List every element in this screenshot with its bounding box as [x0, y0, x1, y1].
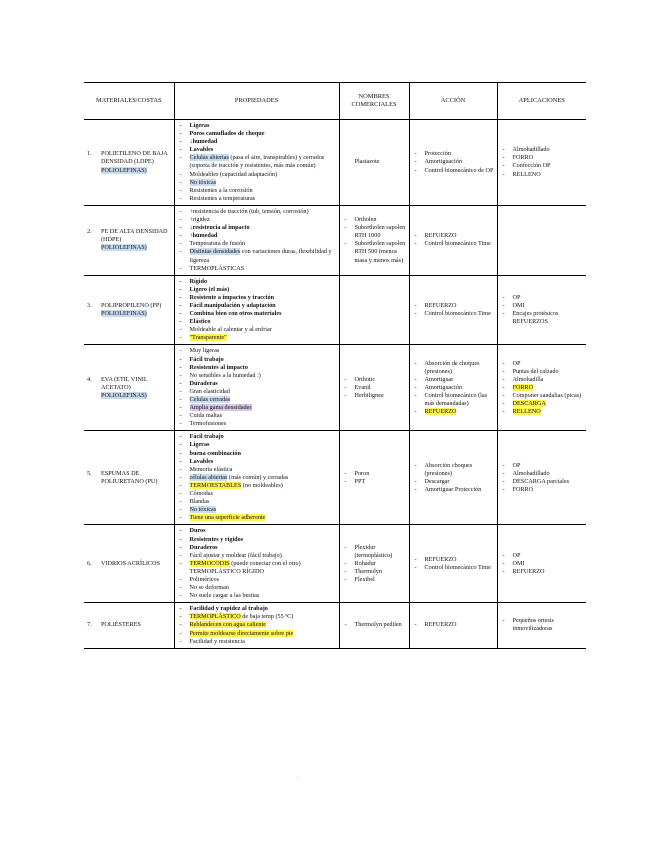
name-item: - Thermolyn pedilen	[343, 621, 406, 629]
table-row	[84, 120, 586, 206]
material-number: 1.	[87, 150, 92, 158]
property-item: - Fácil ajustar y moldear (fácil trabajo)	[178, 552, 336, 560]
application-item: - Encajes protésicos REFUERZOS	[501, 310, 584, 326]
property-item: - ↑rigidez	[178, 216, 336, 224]
action-item: - Control biomecánico Time	[413, 564, 494, 572]
action-item: - Amortiguar Protección	[413, 486, 494, 494]
applications-list	[501, 360, 584, 417]
property-item	[178, 179, 336, 187]
highlighted-text: Tiene una superficie adherente	[189, 514, 266, 522]
property-item: - Muy ligeras	[178, 347, 336, 355]
material-family: POLIOLEFINAS)	[101, 166, 147, 174]
property-item: - Termofusiones	[178, 420, 336, 428]
application-item	[501, 384, 584, 392]
property-item: - Duraderas	[178, 380, 336, 388]
application-item: - OMI	[501, 302, 584, 310]
highlighted-text: DESCARGA	[512, 400, 546, 408]
material-name: POLIETILENO DE BAJA DENSIDAD (LDPE) POLIOLEFINAS)	[101, 150, 168, 174]
application-item: - Almohadilla	[501, 376, 584, 384]
property-item: - Poros camuflados de choque	[178, 130, 336, 138]
applications-list	[501, 552, 584, 576]
name-item: - Ortholen	[343, 216, 406, 224]
commercial-names-cell	[339, 431, 409, 525]
action-list	[413, 150, 494, 174]
action-item: - Control biomecánico Time	[413, 240, 494, 248]
action-cell	[409, 603, 497, 648]
application-item	[501, 400, 584, 408]
action-item: - Descargar	[413, 478, 494, 486]
application-item: - OMI	[501, 560, 584, 568]
applications-cell	[497, 603, 586, 648]
highlighted-text: Distintas densidades	[189, 248, 241, 256]
material-label	[87, 376, 171, 400]
application-item	[501, 408, 584, 416]
name-item: - PPT	[343, 478, 406, 486]
property-item: - Cómodas	[178, 490, 336, 498]
material-label	[87, 470, 171, 486]
material-cell	[84, 120, 174, 206]
property-item: - Lavables	[178, 146, 336, 154]
highlighted-text: Reblandecen con agua caliente	[189, 621, 266, 629]
property-item: - ↑resistencia de tracción (tub, tensión, corrosión)	[178, 208, 336, 216]
application-item: - OP	[501, 462, 584, 470]
highlighted-text: TERMOESTABLES	[189, 481, 242, 489]
properties-list	[178, 278, 336, 343]
property-item: - Rígido	[178, 278, 336, 286]
property-item: - Resistentes a la corrosión	[178, 187, 336, 195]
applications-list	[501, 462, 584, 494]
action-cell	[409, 525, 497, 603]
property-item: - Facilidad y resistencia	[178, 638, 336, 646]
applications-cell	[497, 205, 586, 275]
material-label	[87, 302, 171, 318]
property-item: - Moldeables (capacidad adaptación)	[178, 171, 336, 179]
name-item: - Flexibel	[343, 576, 406, 584]
applications-list	[501, 294, 584, 326]
property-item: - Memoria elástica	[178, 466, 336, 474]
header-commercial-names: NOMBRES COMERCIALES	[339, 83, 409, 120]
properties-cell	[174, 345, 339, 431]
names-list	[343, 621, 406, 629]
highlighted-text: Amplia gama densidades	[189, 404, 252, 412]
material-name: PE DE ALTA DENSIDAD (HDPE) POLIOLEFINAS)	[101, 228, 168, 252]
action-item: - Control biomecánico Time	[413, 310, 494, 318]
action-item	[413, 408, 494, 416]
action-item: - Amortiguación	[413, 158, 494, 166]
header-action: ACCIÓN	[409, 83, 497, 120]
property-item: TERMOPLÁSTICO RÍGIDO	[189, 567, 264, 575]
commercial-names-cell	[339, 345, 409, 431]
action-cell	[409, 431, 497, 525]
application-item: - Pequeños ortesis inmovilizadoras	[501, 617, 584, 633]
name-item: - Subortholen sapolen RTH 500 (menos masa y menos más)	[343, 240, 406, 264]
material-cell	[84, 205, 174, 275]
property-item	[178, 621, 336, 629]
highlighted-text: No tóxicas	[189, 506, 217, 514]
action-item: - Absorción de choques (presiones)	[413, 360, 494, 376]
property-item	[178, 506, 336, 514]
name-item: - Rohadur	[343, 560, 406, 568]
material-family: POLIOLEFINAS)	[101, 391, 147, 399]
property-item: - Poliméricos	[178, 576, 336, 584]
material-cell	[84, 603, 174, 648]
property-item: - Blandas	[178, 498, 336, 506]
name-item: - Orthotic	[343, 376, 406, 384]
property-item: - Ligeras	[178, 122, 336, 130]
property-item	[178, 334, 336, 342]
property-item: - buena combinación	[178, 450, 336, 458]
header-applications: APLICACIONES	[497, 83, 586, 120]
property-item: - ↓humedad	[178, 138, 336, 146]
property-item: - Gran elasticidad	[178, 388, 336, 396]
highlighted-text: Celulas abiertas	[189, 154, 229, 162]
commercial-names-cell	[339, 603, 409, 648]
property-item: - Moldeable al calentar y al enfriar	[178, 326, 336, 334]
property-item: - TERMOPLÁSTICO de baja temp (55 ºC)	[178, 613, 336, 621]
name-item: - Evanil	[343, 384, 406, 392]
material-cell	[84, 275, 174, 345]
properties-list	[178, 605, 336, 645]
property-item	[178, 404, 336, 412]
properties-list	[178, 527, 336, 600]
property-item: - Fácil trabajo	[178, 356, 336, 364]
property-item: - Resistentes al impacto	[178, 364, 336, 372]
application-item: - Componer sandalias (picas)	[501, 392, 584, 400]
properties-list	[178, 208, 336, 273]
material-name: POLIÉSTERES	[101, 621, 141, 629]
action-item: - REFUERZO	[413, 302, 494, 310]
action-list	[413, 621, 494, 629]
highlighted-text: RELLENO	[512, 408, 541, 416]
action-item: - REFUERZO	[413, 621, 494, 629]
properties-cell	[174, 205, 339, 275]
property-item: - Temperatura de fusión	[178, 240, 336, 248]
name-item: Plastazote	[354, 158, 380, 166]
property-item: - ↑humedad	[178, 232, 336, 240]
property-item: - Fácil manipulación y adaptación	[178, 302, 336, 310]
property-item: - Lavables	[178, 458, 336, 466]
property-item	[178, 396, 336, 404]
highlighted-text: células abiertas	[189, 473, 228, 481]
property-item: - ↓resistencia al impacto	[178, 224, 336, 232]
table-row	[84, 345, 586, 431]
properties-cell	[174, 120, 339, 206]
name-item: - Thermolyn	[343, 568, 406, 576]
material-number: 6.	[87, 559, 92, 567]
properties-list	[178, 433, 336, 522]
application-item: - Puntas del calzado	[501, 368, 584, 376]
material-name: EVA (ETIL VINIL ACETATO) POLIOLEFINAS)	[101, 375, 148, 399]
property-item: - Duros	[178, 527, 336, 535]
material-number: 4.	[87, 375, 92, 383]
names-list	[343, 216, 406, 265]
property-item: - TERMOPLÁSTICAS	[178, 265, 336, 273]
application-item: - OP	[501, 294, 584, 302]
material-label	[87, 621, 171, 629]
applications-cell	[497, 345, 586, 431]
material-family: POLIOLEFINAS)	[101, 244, 147, 252]
applications-list	[501, 146, 584, 178]
material-number: 2.	[87, 228, 92, 236]
properties-cell	[174, 603, 339, 648]
highlighted-text: REFUERZO	[424, 408, 457, 416]
name-item: - Plexidur (termoplástico)	[343, 544, 406, 560]
action-item: - Amortiguar	[413, 376, 494, 384]
material-name: VIDRIOS ACRÍLICOS	[101, 559, 160, 567]
property-item: - Duraderos	[178, 544, 336, 552]
material-label	[87, 150, 171, 174]
property-item: - TERMOCODIS (puede conectar con el otro)	[178, 560, 336, 568]
property-item	[178, 630, 336, 638]
material-number: 5.	[87, 469, 92, 477]
applications-cell	[497, 525, 586, 603]
materials-table	[84, 82, 586, 649]
applications-cell	[497, 275, 586, 345]
highlighted-text: TERMOPLÁSTICO	[189, 613, 241, 621]
property-item	[178, 514, 336, 522]
material-cell	[84, 345, 174, 431]
names-list	[343, 376, 406, 400]
property-item: - Combina bien con otros materiales	[178, 310, 336, 318]
property-item: - células abiertas (más común) y cerradas	[178, 474, 336, 482]
action-list	[413, 302, 494, 318]
name-item: - Subortholen sapolen RTH 1000	[343, 224, 406, 240]
highlighted-text: TERMOCODIS	[189, 559, 230, 567]
action-item: - Absorción choques (presiones)	[413, 462, 494, 478]
property-item: - Fácil trabajo	[178, 433, 336, 441]
action-list	[413, 462, 494, 494]
properties-cell	[174, 275, 339, 345]
commercial-names-cell	[339, 120, 409, 206]
application-item: - Almohadillado	[501, 146, 584, 154]
highlighted-text: Celulas cerradas	[189, 396, 231, 403]
material-number: 7.	[87, 621, 92, 629]
application-item: - FORRO	[501, 486, 584, 494]
table-row	[84, 525, 586, 603]
application-item: - FORRO	[501, 154, 584, 162]
action-item: - REFUERZO	[413, 556, 494, 564]
highlighted-text: FORRO	[512, 383, 534, 391]
action-cell	[409, 205, 497, 275]
material-label	[87, 228, 171, 252]
action-cell	[409, 345, 497, 431]
action-item: - Control biomecánico de OP	[413, 167, 494, 175]
action-list	[413, 360, 494, 417]
applications-list	[501, 617, 584, 633]
property-item: - Resistentes y rígidos	[178, 536, 336, 544]
name-item: - Poron	[343, 470, 406, 478]
property-item: - Celulas abiertas (pasa el aire, transpirables) y cerrados (soporta de tracción y resistentes, más más común)	[178, 154, 336, 170]
names-list	[343, 158, 406, 166]
page-mark: '	[297, 778, 298, 783]
table-row	[84, 431, 586, 525]
action-cell	[409, 120, 497, 206]
application-item: - REFUERZO	[501, 568, 584, 576]
table-row	[84, 275, 586, 345]
commercial-names-cell	[339, 525, 409, 603]
properties-list	[178, 347, 336, 428]
header-materials: MATERIALES/COSTAS	[84, 83, 174, 120]
material-cell	[84, 431, 174, 525]
name-item: - Herbilignee	[343, 392, 406, 400]
applications-cell	[497, 431, 586, 525]
property-item: - No se deforman	[178, 584, 336, 592]
property-item: - Resistente a impactos y tracción	[178, 294, 336, 302]
application-item: - OP	[501, 552, 584, 560]
action-list	[413, 556, 494, 572]
action-cell	[409, 275, 497, 345]
application-item: - RELLENO	[501, 171, 584, 179]
property-item: - Facilidad y rapidez al trabajo	[178, 605, 336, 613]
commercial-names-cell	[339, 275, 409, 345]
highlighted-text: No tóxicas	[189, 178, 217, 186]
commercial-names-cell	[339, 205, 409, 275]
material-label	[87, 560, 171, 568]
material-cell	[84, 525, 174, 603]
table-header-row	[84, 83, 586, 120]
action-item: - Protección	[413, 150, 494, 158]
applications-cell	[497, 120, 586, 206]
action-list	[413, 232, 494, 248]
action-item: - Amortiguación	[413, 384, 494, 392]
application-item: - OP	[501, 360, 584, 368]
application-item: - Almohadillado	[501, 470, 584, 478]
action-item: - Control biomecánico (las más demandadas)	[413, 392, 494, 408]
property-item: - Ligero (el más)	[178, 286, 336, 294]
names-list	[343, 470, 406, 486]
material-name: POLIPROPILENO (PP) POLIOLEFINAS)	[101, 301, 162, 318]
header-properties: PROPIEDADES	[174, 83, 339, 120]
properties-cell	[174, 431, 339, 525]
property-item: - Elástico	[178, 318, 336, 326]
property-item: - Distintas densidades con variaciones duras, flexibilidad y ligereza	[178, 248, 336, 264]
property-item: - Resistentes a temperaturas	[178, 195, 336, 203]
action-item: - REFUERZO	[413, 232, 494, 240]
properties-list	[178, 122, 336, 203]
material-number: 3.	[87, 301, 92, 309]
highlighted-text: "Transparente"	[189, 334, 227, 342]
names-list	[343, 544, 406, 584]
table-row	[84, 603, 586, 648]
material-family: POLIOLEFINAS)	[101, 310, 147, 318]
property-item: - Cuida maltas	[178, 412, 336, 420]
application-item: - DESCARGA parciales	[501, 478, 584, 486]
material-name: ESPUMAS DE POLIURETANO (PU)	[101, 469, 158, 485]
highlighted-text: Permite moldearse directamente sobre pie	[189, 629, 294, 637]
application-item: - Confección OP	[501, 162, 584, 170]
table-row	[84, 205, 586, 275]
property-item: - No sensibles a la humedad :)	[178, 372, 336, 380]
property-item: - No suele cargar a las bestias	[178, 592, 336, 600]
properties-cell	[174, 525, 339, 603]
property-item: - Ligeras	[178, 441, 336, 449]
property-item: - TERMOESTABLES (no moldeables)	[178, 482, 336, 490]
